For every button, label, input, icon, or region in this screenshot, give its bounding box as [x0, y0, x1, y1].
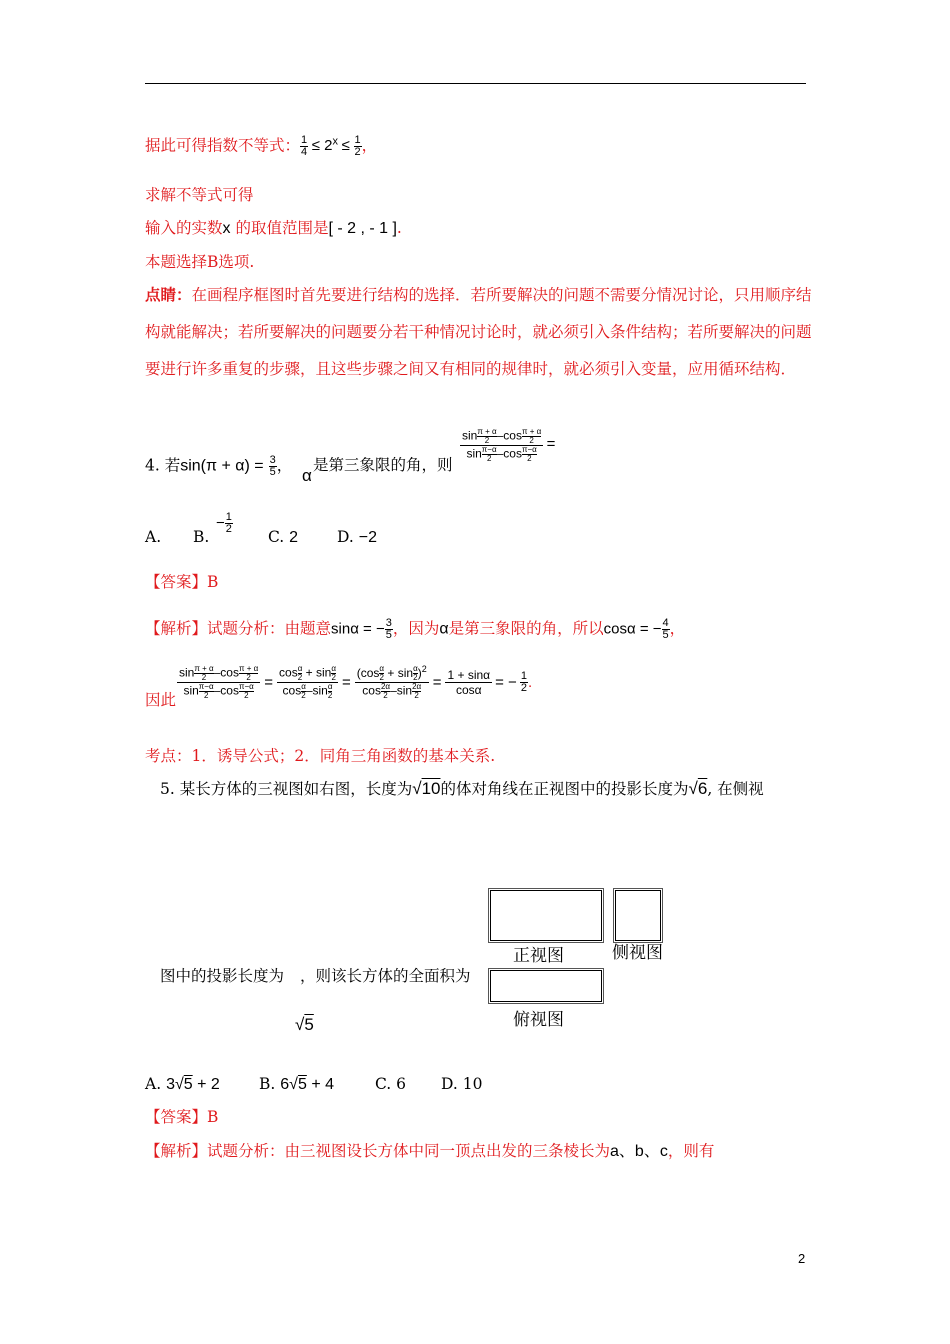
q4-option-c: C. 2: [268, 528, 299, 546]
q4-alpha: α: [302, 466, 312, 485]
q5-answer: 【答案】B: [145, 1108, 219, 1126]
q5-option-b: B. 6√5 + 4: [259, 1075, 334, 1093]
page-number: 2: [798, 1251, 806, 1266]
top-view-rect: [490, 970, 602, 1002]
note-label: 点睛：: [145, 285, 192, 304]
choose-line: 本题选择B选项.: [145, 253, 255, 271]
q5-stem-line2: 图中的投影长度为 ，则该长方体的全面积为: [160, 967, 471, 985]
front-view-rect: [490, 890, 602, 941]
range-line: 输入的实数x 的取值范围是[ - 2 , - 1 ].: [145, 219, 402, 237]
q4-option-d: D. −2: [337, 528, 377, 546]
q5-stem-line1: 5. 某长方体的三视图如右图，长度为√10的体对角线在正视图中的投影长度为√6, 在侧视: [160, 779, 764, 798]
q5-option-d: D. 10: [441, 1075, 483, 1093]
q5-sqrt5: √5: [295, 1015, 314, 1034]
note-text: 在画程序框图时首先要进行结构的选择．若所要解决的问题不需要分情况讨论，只用顺序结构就能解决；若所要解决的问题要分若干种情况讨论时，就必须引入条件结构；若所要解决的问题要进行许多重复的步骤，且这些步骤之间又有相同的规律时，就必须引入变量，应用循环结构．: [145, 286, 812, 378]
solve-line: 求解不等式可得: [145, 186, 254, 204]
header-rule: [145, 83, 806, 84]
q4-option-b-value: − $\frac{1}{2}$: [216, 511, 232, 535]
q4-kaodian: 考点：1．诱导公式；2．同角三角函数的基本关系.: [145, 747, 496, 765]
q4-stem: 4. 若sin(π + α) = $\frac{3}{5}$ ，: [145, 454, 293, 478]
front-view-label: 正视图: [513, 946, 564, 966]
q4-expression: sin $\frac{\pi + \alpha}{2}$ –cos $\frac{\pi + \alpha}{2}$ sin $\frac{\pi-\alpha}{2}$ –cos $\frac{\pi-\alpha}{2}$ =: [462, 427, 556, 463]
side-view-rect: [615, 890, 661, 941]
derivation-chain: sin $\frac{\pi + \alpha}{2}$ –cos $\frac{\pi + \alpha}{2}$ sin $\frac{\pi-\alpha}{2}$ –cos $\frac{\pi-\alpha}{2}$ = cos $\frac{\alpha}{2}$ + sin $\frac{\alpha}{2}$ cos $\frac{\alpha}{2}$ –sin $\frac{\alpha}{2}$ = (cos $\frac{\alpha}{2}$ + sin $\frac{\alpha}{2}$ )$^2$ cos $\frac{2\alpha}{2}$ –sin $\frac{2\alpha}{2}$ = $\frac{1 + \sin\alpha}{\cos\alpha}$ = − $\frac{1}{2}$ .: [179, 663, 533, 701]
q5-analysis: 【解析】试题分析：由三视图设长方体中同一顶点出发的三条棱长为a、b、c，则有: [145, 1142, 715, 1160]
inequality-formula: $\frac{1}{4}$ ≤ $2^x$ ≤ $\frac{1}{2}$: [301, 134, 361, 159]
q4-stem-text: 是第三象限的角，则: [313, 456, 453, 474]
q4-option-b: B.: [193, 528, 210, 546]
note-paragraph: [145, 276, 815, 388]
q4-analysis: 【解析】试题分析：由题意sinα = − $\frac{3}{5}$ ，因为α是第三象限的角，所以cosα = − $\frac{4}{5}$ ，: [145, 617, 686, 641]
therefore-label: 因此: [145, 691, 177, 709]
top-view-label: 俯视图: [513, 1010, 564, 1030]
side-view-label: 侧视图: [612, 943, 663, 963]
inequality-line: 据此可得指数不等式： $\frac{1}{4}$ ≤ $2^x$ ≤ $\frac{1}{2}$ ，: [145, 134, 378, 159]
q4-option-a: A.: [145, 528, 162, 546]
q5-option-c: C. 6: [375, 1075, 407, 1093]
q4-answer: 【答案】B: [145, 573, 219, 591]
q5-option-a: A. 3√5 + 2: [145, 1075, 220, 1093]
